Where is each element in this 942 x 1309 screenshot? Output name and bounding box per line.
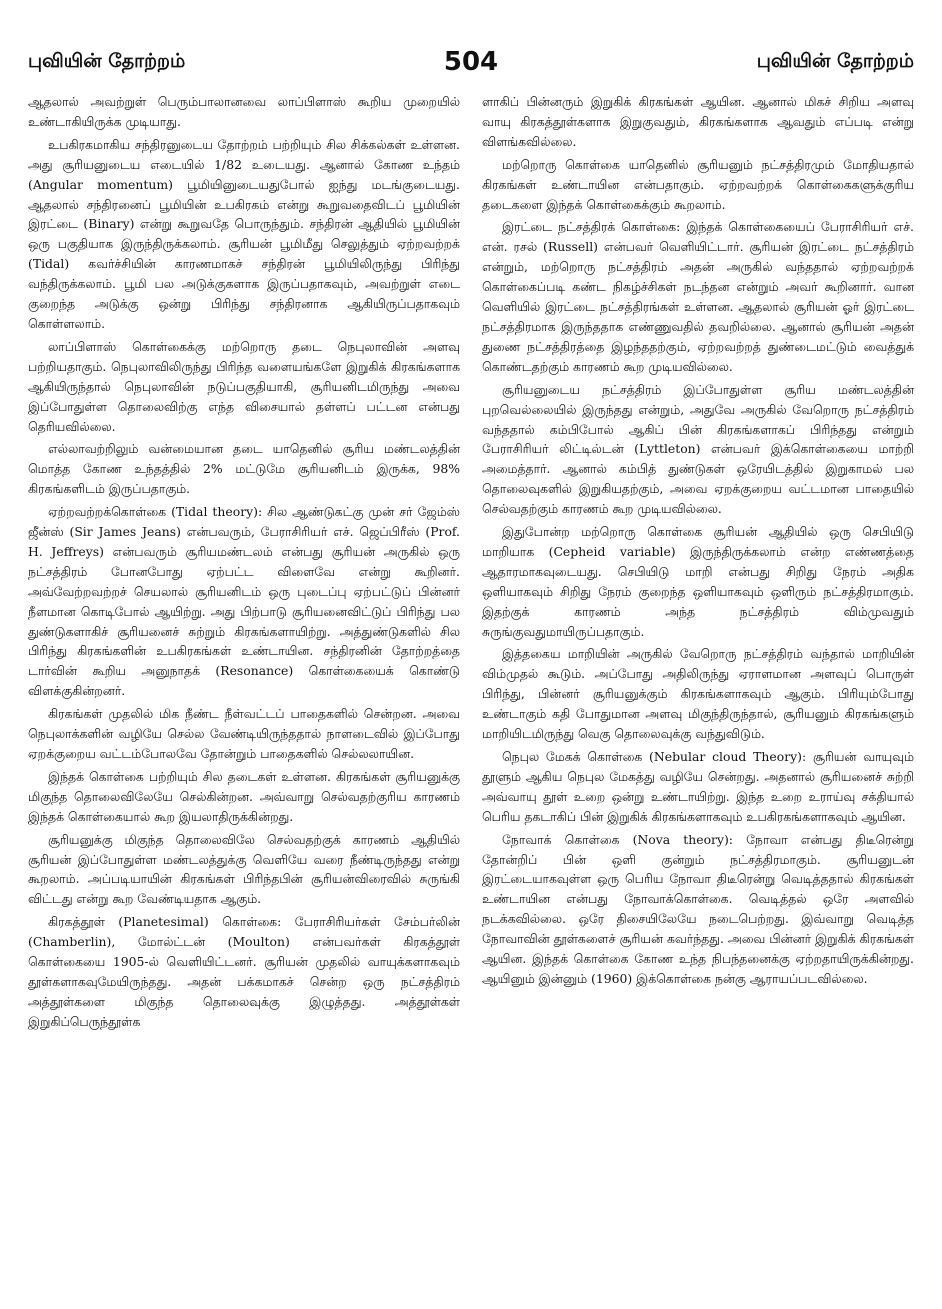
paragraph: ளாகிப் பின்னரும் இறுகிக் கிரகங்கள் ஆயின. ஆனால் மிகச் சிறிய அளவு வாயு கிரகத்தூள்களாக இறுகுவதும், கிரகங்களாக ஆவதும் எப்படி என்று விளங்கவில்லை. xyxy=(482,94,914,149)
paragraph: எல்லாவற்றிலும் வன்மையான தடை யாதெனில் சூரிய மண்டலத்தின் மொத்த கோண உந்தத்தில் 2% மட்டுமே சூரியனிடம் இருக்க, 98% கிரகங்களிடம் இருப்பதாகும். xyxy=(28,441,460,497)
running-head-right: புவியின் தோற்றம் xyxy=(756,49,914,72)
paragraph: ஆதலால் அவற்றுள் பெரும்பாலானவை லாப்பிளாஸ் கூறிய முறையில் உண்டாகியிருக்க முடியாது. xyxy=(28,94,460,129)
paragraph: நோவாக் கொள்கை (Nova theory): நோவா என்பது திடீரென்று தோன்றிப் பின் ஒளி குன்றும் நட்சத்திரமாகும். சூரியனுடன் இரட்டையாகவுள்ள ஒரு பெரிய நோவா திடீரென்று வெடித்ததால் கிரகங்கள் உண்டாயின என்பது நோவாக்கொள்கை. வெடித்தல் ஒரே அளவில் நடக்கவில்லை. ஒரே திசையிலேயே நடைபெற்றது. இவ்வாறு வெடித்த நோவாவின் தூள்களைச் சூரியன் கவர்ந்தது. அவை பின்னர் இறுகிக் கிரகங்கள் ஆயின. இந்தக் கொள்கை கோண உந்த நிபந்தனைக்கு ஏற்றதாயிருக்கின்றது. ஆயினும் இன்னும் (1960) இக்கொள்கை நன்கு ஆராயப்படவில்லை. xyxy=(482,831,914,986)
page-number: 504 xyxy=(443,47,499,77)
paragraph: உபகிரகமாகிய சந்திரனுடைய தோற்றம் பற்றியும் சில சிக்கல்கள் உள்ளன. அது சூரியனுடைய எடையில் 1/82 உடையது. ஆனால் கோண உந்தம் (Angular momentum) பூமியினுடையதுபோல் ஐந்து மடங்குடையது. ஆதலால் சந்திரனைப் பூமியின் உபகிரகம் என்று கூறுவதைவிடப் பூமியின் இரட்டை (Binary) என்று கூறுவதே பொருந்தும். சந்திரன் ஆதியில் பூமியின் ஒரு பகுதியாக இருந்திருக்கலாம். சூரியன் பூமிமீது செலுத்தும் ஏற்றவற்றக் (Tidal) கவர்ச்சியின் காரணமாகச் சந்திரன் பூமியிலிருந்து பிரிந்து வந்திருக்கலாம். பூமி பல அடுக்குகளாக இருப்பதாகவும், அவற்றுள் எடை குறைந்த அடுக்கு ஒன்று பிரிந்து சந்திரனாக ஆகியிருப்பதாகவும் கொள்ளலாம். xyxy=(28,136,460,331)
paragraph: சூரியனுக்கு மிகுந்த தொலைவிலே செல்வதற்குக் காரணம் ஆதியில் சூரியன் இப்போதுள்ள மண்டலத்துக்கு வெளியே வரை நீண்டிருந்தது என்று கூறலாம். அப்படியாயின் கிரகங்கள் பிரிந்தபின் சூரியன்விரைவில் சுருங்கி விட்டது என்று கூற வேண்டியதாக ஆகும். xyxy=(28,831,460,907)
right-column xyxy=(482,92,914,1292)
paragraph: இரட்டை நட்சத்திரக் கொள்கை: இந்தக் கொள்கையைப் பேராசிரியர் எச். என். ரசல் (Russell) என்பவர் வெளியிட்டார். சூரியன் இரட்டை நட்சத்திரம் என்றும், மற்றொரு நட்சத்திரம் அதன் அருகில் வந்ததால் ஏற்றவற்றக் கொள்கைப்படி கண்ட நிகழ்ச்சிகள் நடந்தன என்றும் அவர் கூறினார். வான வெளியில் இரட்டை நட்சத்திரங்கள் உள்ளன. ஆதலால் சூரியன் ஓர் இரட்டை நட்சத்திரமாக இருந்ததாக எண்ணுவதில் தவறில்லை. ஆனால் சூரியன் அதன் துணை நட்சத்திரத்தை இழந்ததற்கும், ஏற்றவற்றத் துண்டைமட்டும் வைத்துக் கொண்டதற்கும் காரணம் கூற முடியவில்லை. xyxy=(482,219,914,374)
paragraph: கிரகத்தூள் (Planetesimal) கொள்கை: பேராசிரியர்கள் சேம்பர்லின் (Chamberlin), மோல்ட்டன் (Moulton) என்பவர்கள் கிரகத்தூள் கொள்கையை 1905-ல் வெளியிட்டனர். சூரியன் முதலில் வாயுக்களாகவும் தூள்களாகவுமேயிருந்தது. அதன் பக்கமாகச் சென்ற ஒரு நட்சத்திரம் அத்தூள்களை மிகுந்த தொலைவுக்கு இழுத்தது. அத்தூள்கள் இறுகிப்பெருந்தூள்க xyxy=(28,914,460,1029)
paragraph: சூரியனுடைய நட்சத்திரம் இப்போதுள்ள சூரிய மண்டலத்தின் புறவெல்லையில் இருந்தது என்றும், அதுவே அருகில் வேறொரு நட்சத்திரம் வந்ததால் கம்பிபோல் ஆகிப் பின் கிரகங்களாகப் பிரிந்தது என்றும் பேராசிரியர் லிட்டில்டன் (Lyttleton) என்பவர் இக்கொள்கையை மாற்றி அமைத்தார். ஆனால் கம்பித் துண்டுகள் ஒரேயிடத்தில் இறுகாமல் பல தொலைவுகளில் இறுகியதற்கும், அவை ஏறக்குறைய வட்டமான பாதையில் செல்வதற்கும் காரணம் கூற முடியவில்லை. xyxy=(482,381,914,517)
paragraph: இந்தக் கொள்கை பற்றியும் சில தடைகள் உள்ளன. கிரகங்கள் சூரியனுக்கு மிகுந்த தொலைவிலேயே செல்கின்றன. அவ்வாறு செல்வதற்குரிய காரணம் இந்தக் கொள்கையால் கூற இயலாதிருக்கின்றது. xyxy=(28,768,460,824)
paragraph: இதுபோன்ற மற்றொரு கொள்கை சூரியன் ஆதியில் ஒரு செபியிடு மாறியாக (Cepheid variable) இருந்திருக்கலாம் என்ற எண்ணத்தை ஆதாரமாகவுடையது. செபியிடு மாறி என்பது சிறிது நேரம் அதிக ஒளியாகவும் சிறிது நேரம் குறைந்த ஒளியாகவும் ஒளிரும் நட்சத்திரமாகும். இதற்குக் காரணம் அந்த நட்சத்திரம் விம்முவதும் சுருங்குவதுமாயிருப்பதாகும். xyxy=(482,524,914,639)
paragraph: நெபுல மேகக் கொள்கை (Nebular cloud Theory): சூரியன் வாயுவும் தூளும் ஆகிய நெபுல மேகத்து வழியே சென்றது. அதனால் சூரியனைச் சுற்றி அவ்வாயு தூள் உறை ஒன்று உண்டாயிற்று. இந்த உறை உராய்வு சக்தியால் பெரிய தகடாகிப் பின் இறுகிக் கிரகங்களாகவும் உபகிரகங்களாகவும் ஆயின. xyxy=(482,749,914,824)
paragraph: இத்தகைய மாறியின் அருகில் வேறொரு நட்சத்திரம் வந்தால் மாறியின் விம்முதல் கூடும். அப்போது அதிலிருந்து ஏராளமான அளவுப் பொருள் பிரிந்து, பின்னர் சூரியனுக்கும் கிரகங்களாகவும் ஆகும். பிரியும்போது உண்டாகும் கதி போதுமான அளவு மிகுந்திருந்தால், சூரியனும் கிரகங்களும் மாறியிடமிருந்து வெகு தொலைவுக்கு வந்துவிடும். xyxy=(482,646,914,742)
paragraph: ஏற்றவற்றக்கொள்கை (Tidal theory): சில ஆண்டுகட்கு முன் சர் ஜேம்ஸ் ஜீன்ஸ் (Sir James Jeans) என்பவரும், பேராசிரியர் எச். ஜெப்பிரீஸ் (Prof. H. Jeffreys) என்பவரும் சூரியமண்டலம் என்பது சூரியன் அருகில் ஒரு நட்சத்திரம் போனபோது ஏற்பட்ட விளைவே என்று கூறினர். அவ்வேற்றவற்றச் செயலால் சூரியனிடம் ஒரு புடைப்பு ஏற்பட்டுப் பின்னர் நீளமான கொடிபோல் ஆயிற்று. அது பிற்பாடு சூரியனைவிட்டுப் பிரிந்து பல துண்டுகளாகிச் சூரியனைச் சுற்றும் கிரகங்களாயிற்று. அத்துண்டுகளில் சில பிரிந்து கிரகங்களின் உபகிரகங்கள் உண்டாயின. சந்திரனின் தோற்றத்தை டார்வின் கூறிய அனுநாதக் (Resonance) கொள்கையைக் கொண்டு விளக்குகின்றனர். xyxy=(28,504,460,699)
text-columns xyxy=(28,92,914,1292)
paragraph: லாப்பிளாஸ் கொள்கைக்கு மற்றொரு தடை நெபுலாவின் அளவு பற்றியதாகும். நெபுலாவிலிருந்து பிரிந்த வளையங்களே இறுகிக் கிரகங்களாக ஆகியிருந்தால் நெபுலாவின் நடுப்பகுதியாகி, சூரியனிடமிருந்து அவை இப்போதுள்ள தொலைவிற்கு எந்த விசையால் தள்ளப் பட்டன என்பது தெரியவில்லை. xyxy=(28,338,460,434)
left-column xyxy=(28,92,460,1292)
paragraph: மற்றொரு கொள்கை யாதெனில் சூரியனும் நட்சத்திரமும் மோதியதால் கிரகங்கள் உண்டாயின என்பதாகும். ஏற்றவற்றக் கொள்கைகளுக்குரிய தடைகளை இந்தக் கொள்கைக்கும் கூறலாம். xyxy=(482,156,914,212)
paragraph: கிரகங்கள் முதலில் மிக நீண்ட நீள்வட்டப் பாதைகளில் சென்றன. அவை நெபுலாக்களின் வழியே செல்ல வேண்டியிருந்ததால் நாளடைவில் இப்போது ஏறக்குறைய வட்டம்போலவே தோன்றும் பாதைகளில் செல்லலாயின. xyxy=(28,706,460,761)
page-header xyxy=(28,42,914,82)
running-head-left: புவியின் தோற்றம் xyxy=(28,49,186,72)
